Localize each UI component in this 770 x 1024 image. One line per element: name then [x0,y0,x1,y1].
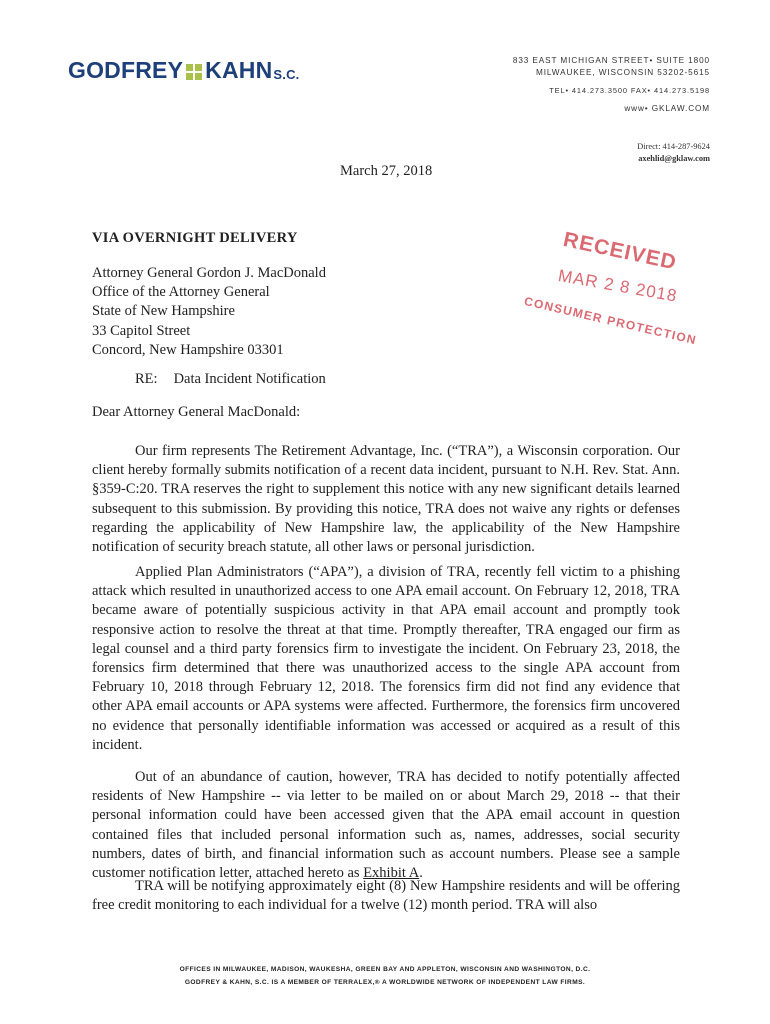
firm-logo [68,57,299,84]
body-paragraph: Our firm represents The Retirement Advantage, Inc. (“TRA”), a Wisconsin corporation. Our client hereby formally submits notification of a recent data incident, pursuant to N.H. Rev. Stat. Ann. §359-C:20. TRA reserves the right to supplement this notice with any new significant details learned subsequent to this submission. By providing this notice, TRA does not waive any rights or defenses regarding the applicability of New Hampshire law, the applicability of the New Hampshire notification of security breach statute, all other laws or personal jurisdiction. [92,443,680,556]
firm-phones: TEL• 414.273.3500 FAX• 414.273.5198 [549,86,710,95]
logo-mark-icon [186,64,202,80]
body-paragraph: TRA will be notifying approximately eight (8) New Hampshire residents and will be offering free credit monitoring to each individual for a twelve (12) month period. TRA will also [92,878,680,914]
recipient-line: Attorney General Gordon J. MacDonald [92,265,326,281]
logo-left-text: GODFREY [68,57,184,83]
salutation: Dear Attorney General MacDonald: [92,404,301,420]
address-line-2: MILWAUKEE, WISCONSIN 53202-5615 [536,68,710,77]
delivery-method: VIA OVERNIGHT DELIVERY [92,230,298,246]
recipient-line: 33 Capitol Street [92,322,191,339]
logo-right-text: KAHN [205,57,273,83]
letter-date: March 27, 2018 [340,163,433,179]
stamp-date: MAR 2 8 2018 [556,266,679,306]
stamp-received: RECEIVED [561,228,679,275]
direct-email: axehlid@gklaw.com [638,154,710,163]
recipient-address [92,264,326,360]
direct-phone: Direct: 414-287-9624 [637,142,710,151]
footer-network: GODFREY & KAHN, S.C. IS A MEMBER OF TERRALEX,® A WORLDWIDE NETWORK OF INDEPENDENT LAW FIRMS. [184,979,586,986]
received-stamp [520,222,699,352]
firm-website: www• GKLAW.COM [624,104,710,113]
address-line-1: 833 EAST MICHIGAN STREET• SUITE 1800 [512,56,710,65]
recipient-line: State of New Hampshire [92,303,235,320]
footer-offices: OFFICES IN MILWAUKEE, MADISON, WAUKESHA, GREEN BAY AND APPLETON, WISCONSIN AND WASHINGTON, D.C. [179,966,591,973]
subject-text: Data Incident Notification [173,371,326,387]
stamp-department: CONSUMER PROTECTION [522,294,699,348]
direct-contact [637,141,710,165]
body-paragraph: Applied Plan Administrators (“APA”), a division of TRA, recently fell victim to a phishing attack which resulted in unauthorized access to one APA email account. On February 12, 2018, TRA became aware of potentially suspicious activity in that APA email account and promptly took responsive action to resolve the threat at that time. Promptly thereafter, TRA engaged our firm as legal counsel and a third party forensics firm to investigate the incident. On February 23, 2018, the forensics firm determined that there was unauthorized access to the single APA account from February 10, 2018 through February 12, 2018. The forensics firm did not find any evidence that other APA email accounts or APA systems were affected. Furthermore, the forensics firm uncovered no evidence that personally identifiable information was accessed or acquired as a result of this incident. [92,564,680,753]
exhibit-trailing: . [419,865,423,882]
recipient-line: Concord, New Hampshire 03301 [92,341,284,358]
logo-suffix: S.C. [273,67,300,82]
firm-address-block [513,55,710,115]
body-paragraph-text: Out of an abundance of caution, however, TRA has decided to notify potentially affected residents of New Hampshire -- via letter to be mailed on or about March 29, 2018 -- that their personal information could have been accessed given that the APA email account in question contained files that included personal information such as, names, addresses, social security numbers, dates of birth, and financial information such as account numbers. Please see a sample customer notification letter, attached hereto as [92,769,680,882]
subject-line [135,371,326,388]
subject-label: RE: [135,371,158,387]
body-paragraph [92,768,680,883]
recipient-line: Office of the Attorney General [92,284,270,301]
exhibit-reference: Exhibit A [363,865,420,882]
